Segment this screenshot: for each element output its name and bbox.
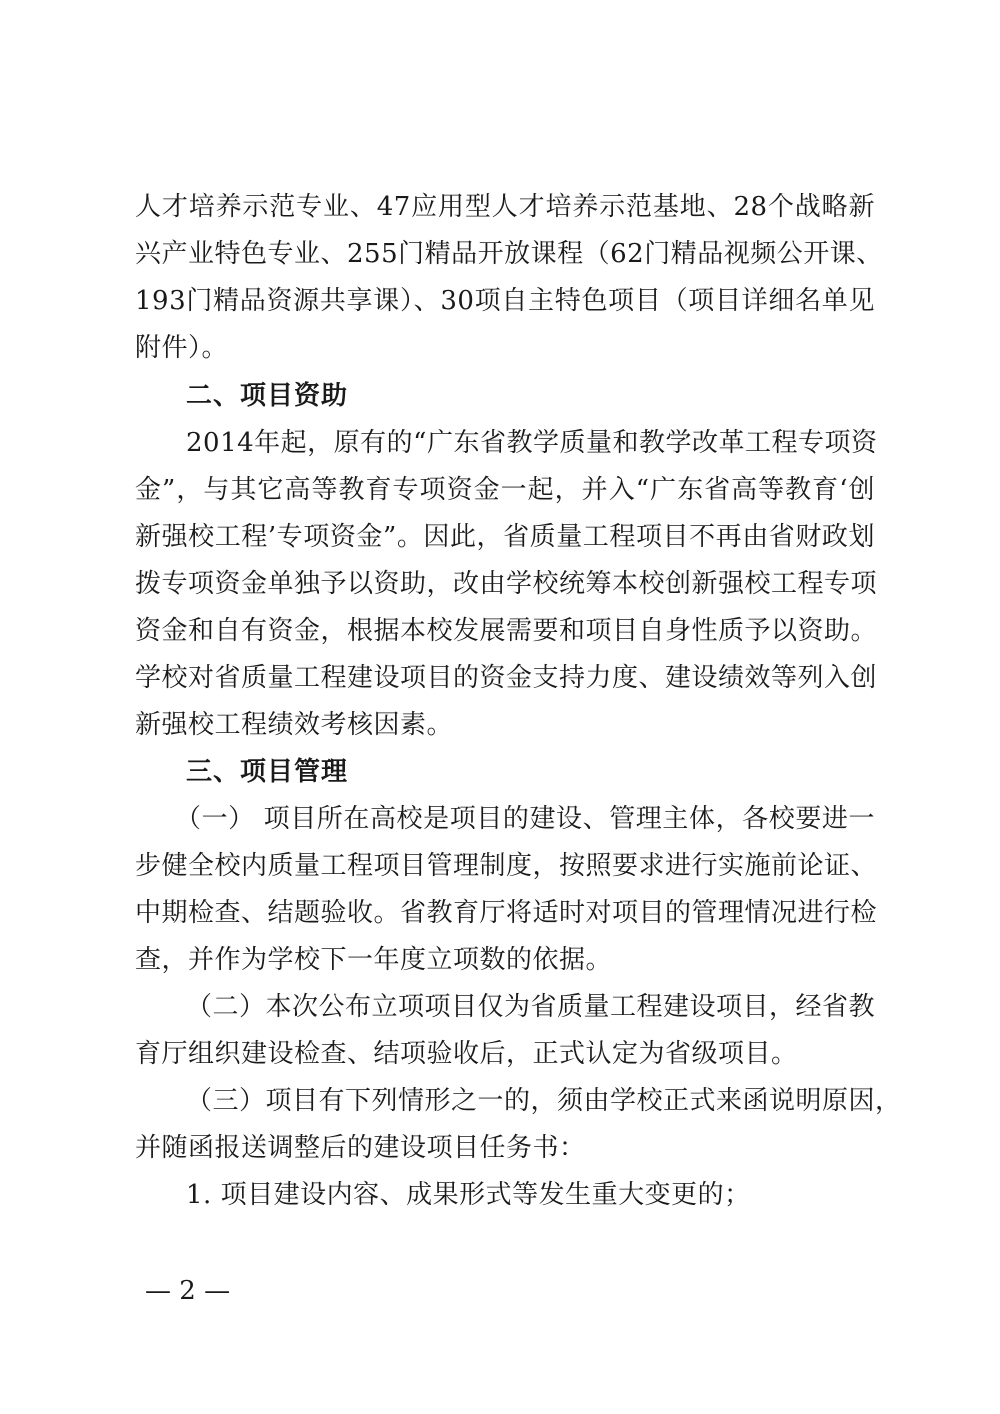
section-heading: 二、项目资助 <box>186 381 349 411</box>
body-text-line: （二）本次公布立项项目仅为省质量工程建设项目，经省教 <box>186 992 876 1022</box>
body-text-line: 查，并作为学校下一年度立项数的依据。 <box>135 945 613 975</box>
body-text-line: 新强校工程’专项资金”。因此，省质量工程项目不再由省财政划 <box>135 522 875 552</box>
body-text-line: （三）项目有下列情形之一的，须由学校正式来函说明原因， <box>186 1086 902 1116</box>
body-text-line: 并随函报送调整后的建设项目任务书： <box>135 1133 586 1163</box>
body-text-line: 金”，与其它高等教育专项资金一起，并入“广东省高等教育‘创 <box>135 475 875 505</box>
body-text-line: 人才培养示范专业、47应用型人才培养示范基地、28个战略新 <box>135 192 875 222</box>
body-text-line: 步健全校内质量工程项目管理制度，按照要求进行实施前论证、 <box>135 851 878 881</box>
body-text-line: 拨专项资金单独予以资助，改由学校统筹本校创新强校工程专项 <box>135 569 878 599</box>
body-text-line: 附件）。 <box>135 333 229 363</box>
page-number: — 2 — <box>145 1276 231 1306</box>
body-text-line: （一） 项目所在高校是项目的建设、管理主体，各校要进一 <box>175 804 875 834</box>
body-text-line: 资金和自有资金，根据本校发展需要和项目自身性质予以资助。 <box>135 616 878 646</box>
body-text-line: 新强校工程绩效考核因素。 <box>135 710 454 740</box>
section-heading: 三、项目管理 <box>186 757 349 787</box>
body-text-line: 1. 项目建设内容、成果形式等发生重大变更的； <box>186 1180 751 1210</box>
body-text-line: 育厅组织建设检查、结项验收后，正式认定为省级项目。 <box>135 1039 798 1069</box>
body-text-line: 学校对省质量工程建设项目的资金支持力度、建设绩效等列入创 <box>135 663 878 693</box>
body-text-line: 2014年起，原有的“广东省教学质量和教学改革工程专项资 <box>186 428 878 458</box>
body-text-line: 兴产业特色专业、255门精品开放课程（62门精品视频公开课、 <box>135 239 883 269</box>
body-text-line: 中期检查、结题验收。省教育厅将适时对项目的管理情况进行检 <box>135 898 878 928</box>
body-text-line: 193门精品资源共享课）、30项自主特色项目（项目详细名单见 <box>135 286 875 316</box>
